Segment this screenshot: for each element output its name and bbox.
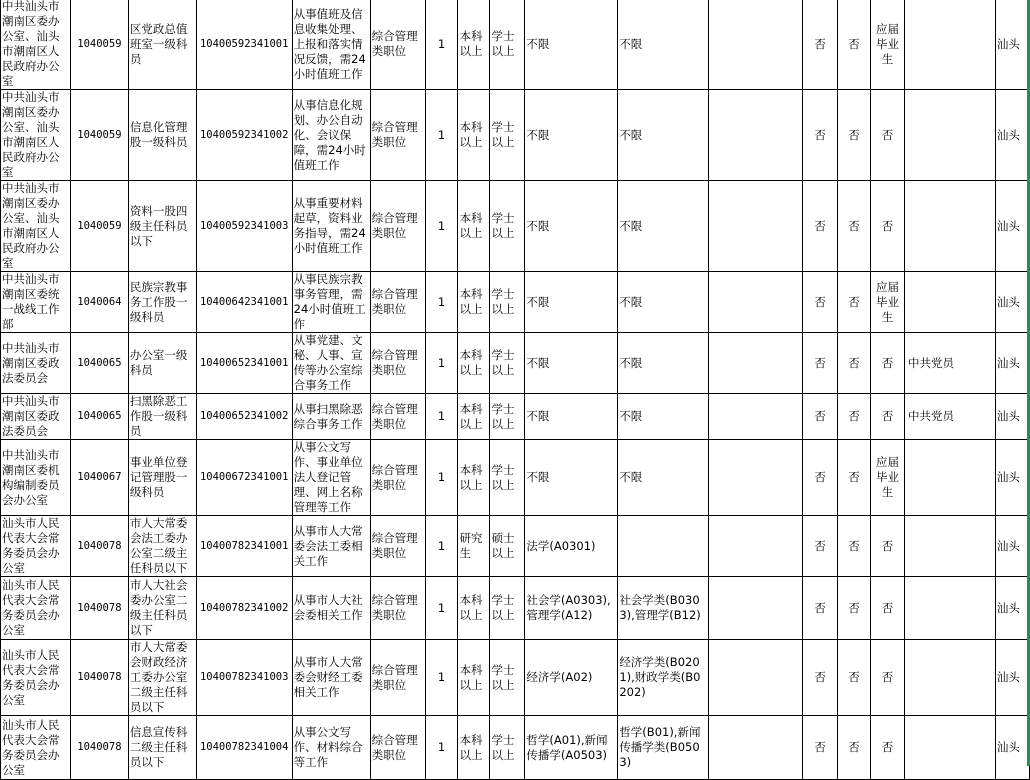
flag-1-cell: 否 bbox=[803, 272, 838, 333]
region-cell: 汕头 bbox=[995, 394, 1029, 440]
region-cell: 汕头 bbox=[995, 0, 1029, 90]
duty-cell: 从事公文写作、材料综合等工作 bbox=[292, 716, 370, 780]
major-other-cell bbox=[709, 577, 803, 640]
position-cell: 扫黑除恶工作股一级科员 bbox=[128, 394, 196, 440]
count-cell: 1 bbox=[425, 333, 458, 394]
major-undergrad-cell: 社会学类(B0303),管理学(B12) bbox=[618, 577, 709, 640]
flag-2-cell: 否 bbox=[838, 516, 871, 577]
flag-2-cell: 否 bbox=[838, 716, 871, 780]
education-cell: 本科以上 bbox=[458, 640, 490, 716]
position-code-cell: 10400652341002 bbox=[196, 394, 292, 440]
position-cell: 资料一股四级主任科员以下 bbox=[128, 181, 196, 272]
major-other-cell bbox=[709, 394, 803, 440]
count-cell: 1 bbox=[425, 90, 458, 181]
degree-cell: 学士以上 bbox=[490, 333, 525, 394]
fresh-grad-cell: 否 bbox=[871, 640, 905, 716]
degree-cell: 学士以上 bbox=[490, 394, 525, 440]
unit-cell: 中共汕头市潮南区委办公室、汕头市潮南区人民政府办公室 bbox=[1, 0, 71, 90]
major-grad-cell: 不限 bbox=[525, 272, 618, 333]
unit-cell: 汕头市人民代表大会常务委员会办公室 bbox=[1, 640, 71, 716]
unit-code-cell: 1040065 bbox=[70, 394, 128, 440]
unit-code-cell: 1040067 bbox=[70, 440, 128, 516]
category-cell: 综合管理类职位 bbox=[370, 272, 425, 333]
flag-2-cell: 否 bbox=[838, 577, 871, 640]
table-row bbox=[1, 394, 1030, 440]
unit-cell: 中共汕头市潮南区委统一战线工作部 bbox=[1, 272, 71, 333]
table-row bbox=[1, 333, 1030, 394]
flag-1-cell: 否 bbox=[803, 0, 838, 90]
major-grad-cell: 不限 bbox=[525, 333, 618, 394]
flag-2-cell: 否 bbox=[838, 440, 871, 516]
major-grad-cell: 哲学(A01),新闻传播学(A0503) bbox=[525, 716, 618, 780]
major-grad-cell: 经济学(A02) bbox=[525, 640, 618, 716]
flag-1-cell: 否 bbox=[803, 333, 838, 394]
position-code-cell: 10400782341004 bbox=[196, 716, 292, 780]
position-code-cell: 10400782341001 bbox=[196, 516, 292, 577]
category-cell: 综合管理类职位 bbox=[370, 333, 425, 394]
unit-cell: 汕头市人民代表大会常务委员会办公室 bbox=[1, 716, 71, 780]
political-cell bbox=[905, 181, 996, 272]
duty-cell: 从事市人大社会委相关工作 bbox=[292, 577, 370, 640]
position-cell: 市人大常委会财政经济工委办公室二级主任科员以下 bbox=[128, 640, 196, 716]
position-code-cell: 10400652341001 bbox=[196, 333, 292, 394]
unit-cell: 中共汕头市潮南区委机构编制委员会办公室 bbox=[1, 440, 71, 516]
flag-1-cell: 否 bbox=[803, 181, 838, 272]
region-cell: 汕头 bbox=[995, 716, 1029, 780]
flag-2-cell: 否 bbox=[838, 90, 871, 181]
major-undergrad-cell: 不限 bbox=[618, 181, 709, 272]
region-cell: 汕头 bbox=[995, 272, 1029, 333]
flag-2-cell: 否 bbox=[838, 394, 871, 440]
major-other-cell bbox=[709, 333, 803, 394]
unit-code-cell: 1040078 bbox=[70, 640, 128, 716]
count-cell: 1 bbox=[425, 716, 458, 780]
position-cell: 事业单位登记管理股一级科员 bbox=[128, 440, 196, 516]
category-cell: 综合管理类职位 bbox=[370, 440, 425, 516]
major-other-cell bbox=[709, 181, 803, 272]
major-other-cell bbox=[709, 516, 803, 577]
table-row bbox=[1, 440, 1030, 516]
unit-cell: 中共汕头市潮南区委政法委员会 bbox=[1, 394, 71, 440]
fresh-grad-cell: 否 bbox=[871, 716, 905, 780]
category-cell: 综合管理类职位 bbox=[370, 577, 425, 640]
degree-cell: 学士以上 bbox=[490, 716, 525, 780]
region-cell: 汕头 bbox=[995, 640, 1029, 716]
flag-2-cell: 否 bbox=[838, 0, 871, 90]
major-undergrad-cell: 哲学(B01),新闻传播学类(B0503) bbox=[618, 716, 709, 780]
unit-cell: 中共汕头市潮南区委政法委员会 bbox=[1, 333, 71, 394]
flag-1-cell: 否 bbox=[803, 640, 838, 716]
degree-cell: 学士以上 bbox=[490, 440, 525, 516]
position-code-cell: 10400642341001 bbox=[196, 272, 292, 333]
major-other-cell bbox=[709, 716, 803, 780]
duty-cell: 从事市人大常委会财经工委相关工作 bbox=[292, 640, 370, 716]
education-cell: 本科以上 bbox=[458, 440, 490, 516]
flag-1-cell: 否 bbox=[803, 90, 838, 181]
flag-1-cell: 否 bbox=[803, 716, 838, 780]
political-cell bbox=[905, 440, 996, 516]
table-row bbox=[1, 90, 1030, 181]
flag-1-cell: 否 bbox=[803, 440, 838, 516]
major-grad-cell: 不限 bbox=[525, 440, 618, 516]
fresh-grad-cell: 否 bbox=[871, 516, 905, 577]
education-cell: 本科以上 bbox=[458, 394, 490, 440]
table-row bbox=[1, 181, 1030, 272]
position-code-cell: 10400782341003 bbox=[196, 640, 292, 716]
flag-2-cell: 否 bbox=[838, 181, 871, 272]
degree-cell: 学士以上 bbox=[490, 272, 525, 333]
education-cell: 本科以上 bbox=[458, 577, 490, 640]
major-undergrad-cell: 不限 bbox=[618, 440, 709, 516]
position-cell: 市人大社会委办公室二级主任科员以下 bbox=[128, 577, 196, 640]
duty-cell: 从事扫黑除恶综合事务工作 bbox=[292, 394, 370, 440]
table-row bbox=[1, 716, 1030, 780]
political-cell bbox=[905, 516, 996, 577]
position-code-cell: 10400592341001 bbox=[196, 0, 292, 90]
political-cell bbox=[905, 90, 996, 181]
degree-cell: 学士以上 bbox=[490, 181, 525, 272]
degree-cell: 硕士以上 bbox=[490, 516, 525, 577]
unit-code-cell: 1040064 bbox=[70, 272, 128, 333]
position-cell: 市人大常委会法工委办公室二级主任科员以下 bbox=[128, 516, 196, 577]
political-cell: 中共党员 bbox=[905, 333, 996, 394]
duty-cell: 从事党建、文秘、人事、宣传等办公室综合事务工作 bbox=[292, 333, 370, 394]
political-cell bbox=[905, 640, 996, 716]
unit-code-cell: 1040078 bbox=[70, 577, 128, 640]
education-cell: 本科以上 bbox=[458, 0, 490, 90]
position-cell: 信息化管理股一级科员 bbox=[128, 90, 196, 181]
count-cell: 1 bbox=[425, 440, 458, 516]
category-cell: 综合管理类职位 bbox=[370, 90, 425, 181]
duty-cell: 从事重要材料起草，资料业务指导，需24小时值班工作 bbox=[292, 181, 370, 272]
flag-2-cell: 否 bbox=[838, 272, 871, 333]
major-other-cell bbox=[709, 640, 803, 716]
fresh-grad-cell: 否 bbox=[871, 90, 905, 181]
duty-cell: 从事市人大常委会法工委相关工作 bbox=[292, 516, 370, 577]
unit-cell: 汕头市人民代表大会常务委员会办公室 bbox=[1, 516, 71, 577]
region-cell: 汕头 bbox=[995, 440, 1029, 516]
major-other-cell bbox=[709, 440, 803, 516]
region-cell: 汕头 bbox=[995, 333, 1029, 394]
duty-cell: 从事信息化规划、办公自动化、会议保障，需24小时值班工作 bbox=[292, 90, 370, 181]
table-row bbox=[1, 516, 1030, 577]
position-cell: 信息宣传科二级主任科员以下 bbox=[128, 716, 196, 780]
education-cell: 研究生 bbox=[458, 516, 490, 577]
count-cell: 1 bbox=[425, 640, 458, 716]
fresh-grad-cell: 否 bbox=[871, 394, 905, 440]
unit-code-cell: 1040078 bbox=[70, 516, 128, 577]
unit-cell: 中共汕头市潮南区委办公室、汕头市潮南区人民政府办公室 bbox=[1, 90, 71, 181]
table-row bbox=[1, 577, 1030, 640]
major-undergrad-cell: 不限 bbox=[618, 333, 709, 394]
count-cell: 1 bbox=[425, 394, 458, 440]
flag-2-cell: 否 bbox=[838, 640, 871, 716]
region-cell: 汕头 bbox=[995, 516, 1029, 577]
count-cell: 1 bbox=[425, 577, 458, 640]
degree-cell: 学士以上 bbox=[490, 577, 525, 640]
flag-2-cell: 否 bbox=[838, 333, 871, 394]
major-grad-cell: 法学(A0301) bbox=[525, 516, 618, 577]
major-undergrad-cell: 不限 bbox=[618, 272, 709, 333]
fresh-grad-cell: 应届毕业生 bbox=[871, 440, 905, 516]
fresh-grad-cell: 应届毕业生 bbox=[871, 272, 905, 333]
major-undergrad-cell: 不限 bbox=[618, 394, 709, 440]
position-code-cell: 10400672341001 bbox=[196, 440, 292, 516]
category-cell: 综合管理类职位 bbox=[370, 516, 425, 577]
unit-cell: 汕头市人民代表大会常务委员会办公室 bbox=[1, 577, 71, 640]
unit-code-cell: 1040059 bbox=[70, 181, 128, 272]
category-cell: 综合管理类职位 bbox=[370, 0, 425, 90]
count-cell: 1 bbox=[425, 181, 458, 272]
education-cell: 本科以上 bbox=[458, 90, 490, 181]
position-code-cell: 10400782341002 bbox=[196, 577, 292, 640]
degree-cell: 学士以上 bbox=[490, 0, 525, 90]
duty-cell: 从事值班及信息收集处理、上报和落实情况反馈，需24小时值班工作 bbox=[292, 0, 370, 90]
fresh-grad-cell: 否 bbox=[871, 577, 905, 640]
fresh-grad-cell: 否 bbox=[871, 333, 905, 394]
political-cell bbox=[905, 577, 996, 640]
duty-cell: 从事民族宗教事务管理，需24小时值班工作 bbox=[292, 272, 370, 333]
major-grad-cell: 不限 bbox=[525, 181, 618, 272]
count-cell: 1 bbox=[425, 0, 458, 90]
duty-cell: 从事公文写作、事业单位法人登记管理、网上名称管理等工作 bbox=[292, 440, 370, 516]
position-code-cell: 10400592341002 bbox=[196, 90, 292, 181]
category-cell: 综合管理类职位 bbox=[370, 181, 425, 272]
category-cell: 综合管理类职位 bbox=[370, 716, 425, 780]
position-code-cell: 10400592341003 bbox=[196, 181, 292, 272]
table-row bbox=[1, 640, 1030, 716]
unit-code-cell: 1040059 bbox=[70, 0, 128, 90]
table-row bbox=[1, 0, 1030, 90]
unit-code-cell: 1040065 bbox=[70, 333, 128, 394]
major-grad-cell: 不限 bbox=[525, 394, 618, 440]
major-undergrad-cell: 经济学类(B0201),财政学类(B0202) bbox=[618, 640, 709, 716]
major-other-cell bbox=[709, 272, 803, 333]
degree-cell: 学士以上 bbox=[490, 640, 525, 716]
education-cell: 本科以上 bbox=[458, 333, 490, 394]
major-grad-cell: 不限 bbox=[525, 0, 618, 90]
position-cell: 民族宗教事务工作股一级科员 bbox=[128, 272, 196, 333]
category-cell: 综合管理类职位 bbox=[370, 640, 425, 716]
position-cell: 办公室一级科员 bbox=[128, 333, 196, 394]
political-cell bbox=[905, 716, 996, 780]
flag-1-cell: 否 bbox=[803, 516, 838, 577]
fresh-grad-cell: 应届毕业生 bbox=[871, 0, 905, 90]
education-cell: 本科以上 bbox=[458, 272, 490, 333]
political-cell: 中共党员 bbox=[905, 394, 996, 440]
education-cell: 本科以上 bbox=[458, 181, 490, 272]
category-cell: 综合管理类职位 bbox=[370, 394, 425, 440]
flag-1-cell: 否 bbox=[803, 577, 838, 640]
count-cell: 1 bbox=[425, 272, 458, 333]
table-row bbox=[1, 272, 1030, 333]
unit-cell: 中共汕头市潮南区委办公室、汕头市潮南区人民政府办公室 bbox=[1, 181, 71, 272]
major-undergrad-cell: 不限 bbox=[618, 0, 709, 90]
major-undergrad-cell bbox=[618, 516, 709, 577]
unit-code-cell: 1040078 bbox=[70, 716, 128, 780]
major-grad-cell: 不限 bbox=[525, 90, 618, 181]
region-cell: 汕头 bbox=[995, 577, 1029, 640]
position-cell: 区党政总值班室一级科员 bbox=[128, 0, 196, 90]
flag-1-cell: 否 bbox=[803, 394, 838, 440]
political-cell bbox=[905, 272, 996, 333]
major-grad-cell: 社会学(A0303),管理学(A12) bbox=[525, 577, 618, 640]
region-cell: 汕头 bbox=[995, 181, 1029, 272]
region-cell: 汕头 bbox=[995, 90, 1029, 181]
major-undergrad-cell: 不限 bbox=[618, 90, 709, 181]
unit-code-cell: 1040059 bbox=[70, 90, 128, 181]
degree-cell: 学士以上 bbox=[490, 90, 525, 181]
table-body bbox=[1, 0, 1030, 780]
major-other-cell bbox=[709, 90, 803, 181]
education-cell: 本科以上 bbox=[458, 716, 490, 780]
political-cell bbox=[905, 0, 996, 90]
fresh-grad-cell: 否 bbox=[871, 181, 905, 272]
count-cell: 1 bbox=[425, 516, 458, 577]
major-other-cell bbox=[709, 0, 803, 90]
